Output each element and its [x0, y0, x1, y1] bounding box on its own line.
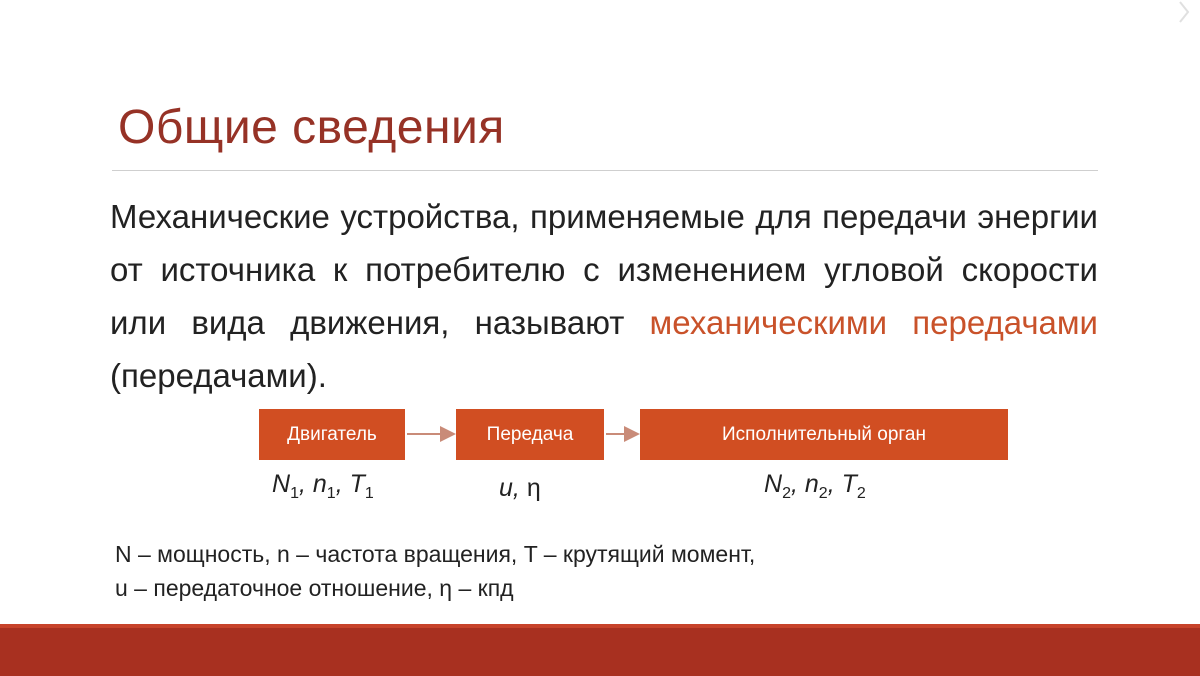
param-N: N — [764, 470, 783, 498]
param-u: u — [499, 474, 513, 502]
definition-text-end: (передачами). — [110, 357, 327, 394]
footer-accent-line — [0, 624, 1200, 628]
param-T: T — [841, 470, 857, 498]
param-T: T — [349, 470, 365, 498]
param-n-sub: 1 — [326, 485, 336, 502]
param-N-sub: 2 — [782, 485, 791, 502]
input-parameters: $N_1$, $n_1$, $T_1$ — [272, 470, 374, 502]
block-executive-organ: Исполнительный орган — [640, 409, 1008, 460]
notation-legend — [115, 537, 755, 605]
footer-band — [0, 624, 1200, 676]
param-N: N — [272, 470, 291, 498]
slide-title: Общие сведения — [118, 101, 505, 154]
param-n-sub: 2 — [818, 485, 828, 502]
param-T-sub: 1 — [364, 485, 374, 502]
definition-text-start: Механические устройства, применяемые для передачи энергии от источника к потребителю с изменением угловой скорости или вида движения, называют — [110, 198, 1098, 341]
param-eta: η — [526, 474, 541, 502]
param-N-sub: 1 — [290, 485, 299, 502]
param-n: n — [804, 470, 819, 498]
definition-term: механическими передачами — [649, 304, 1098, 341]
output-parameters: $N_2$, $n_2$, $T_2$ — [764, 470, 866, 502]
legend-line-2: u – передаточное отношение, η – кпд — [115, 575, 514, 601]
block-engine: Двигатель — [259, 409, 405, 460]
block-transmission: Передача — [456, 409, 604, 460]
transmission-parameters: u, η — [499, 474, 541, 502]
param-T-sub: 2 — [856, 485, 866, 502]
param-n: n — [312, 470, 327, 498]
legend-line-1: N – мощность, n – частота вращения, T – крутящий момент, — [115, 541, 756, 567]
